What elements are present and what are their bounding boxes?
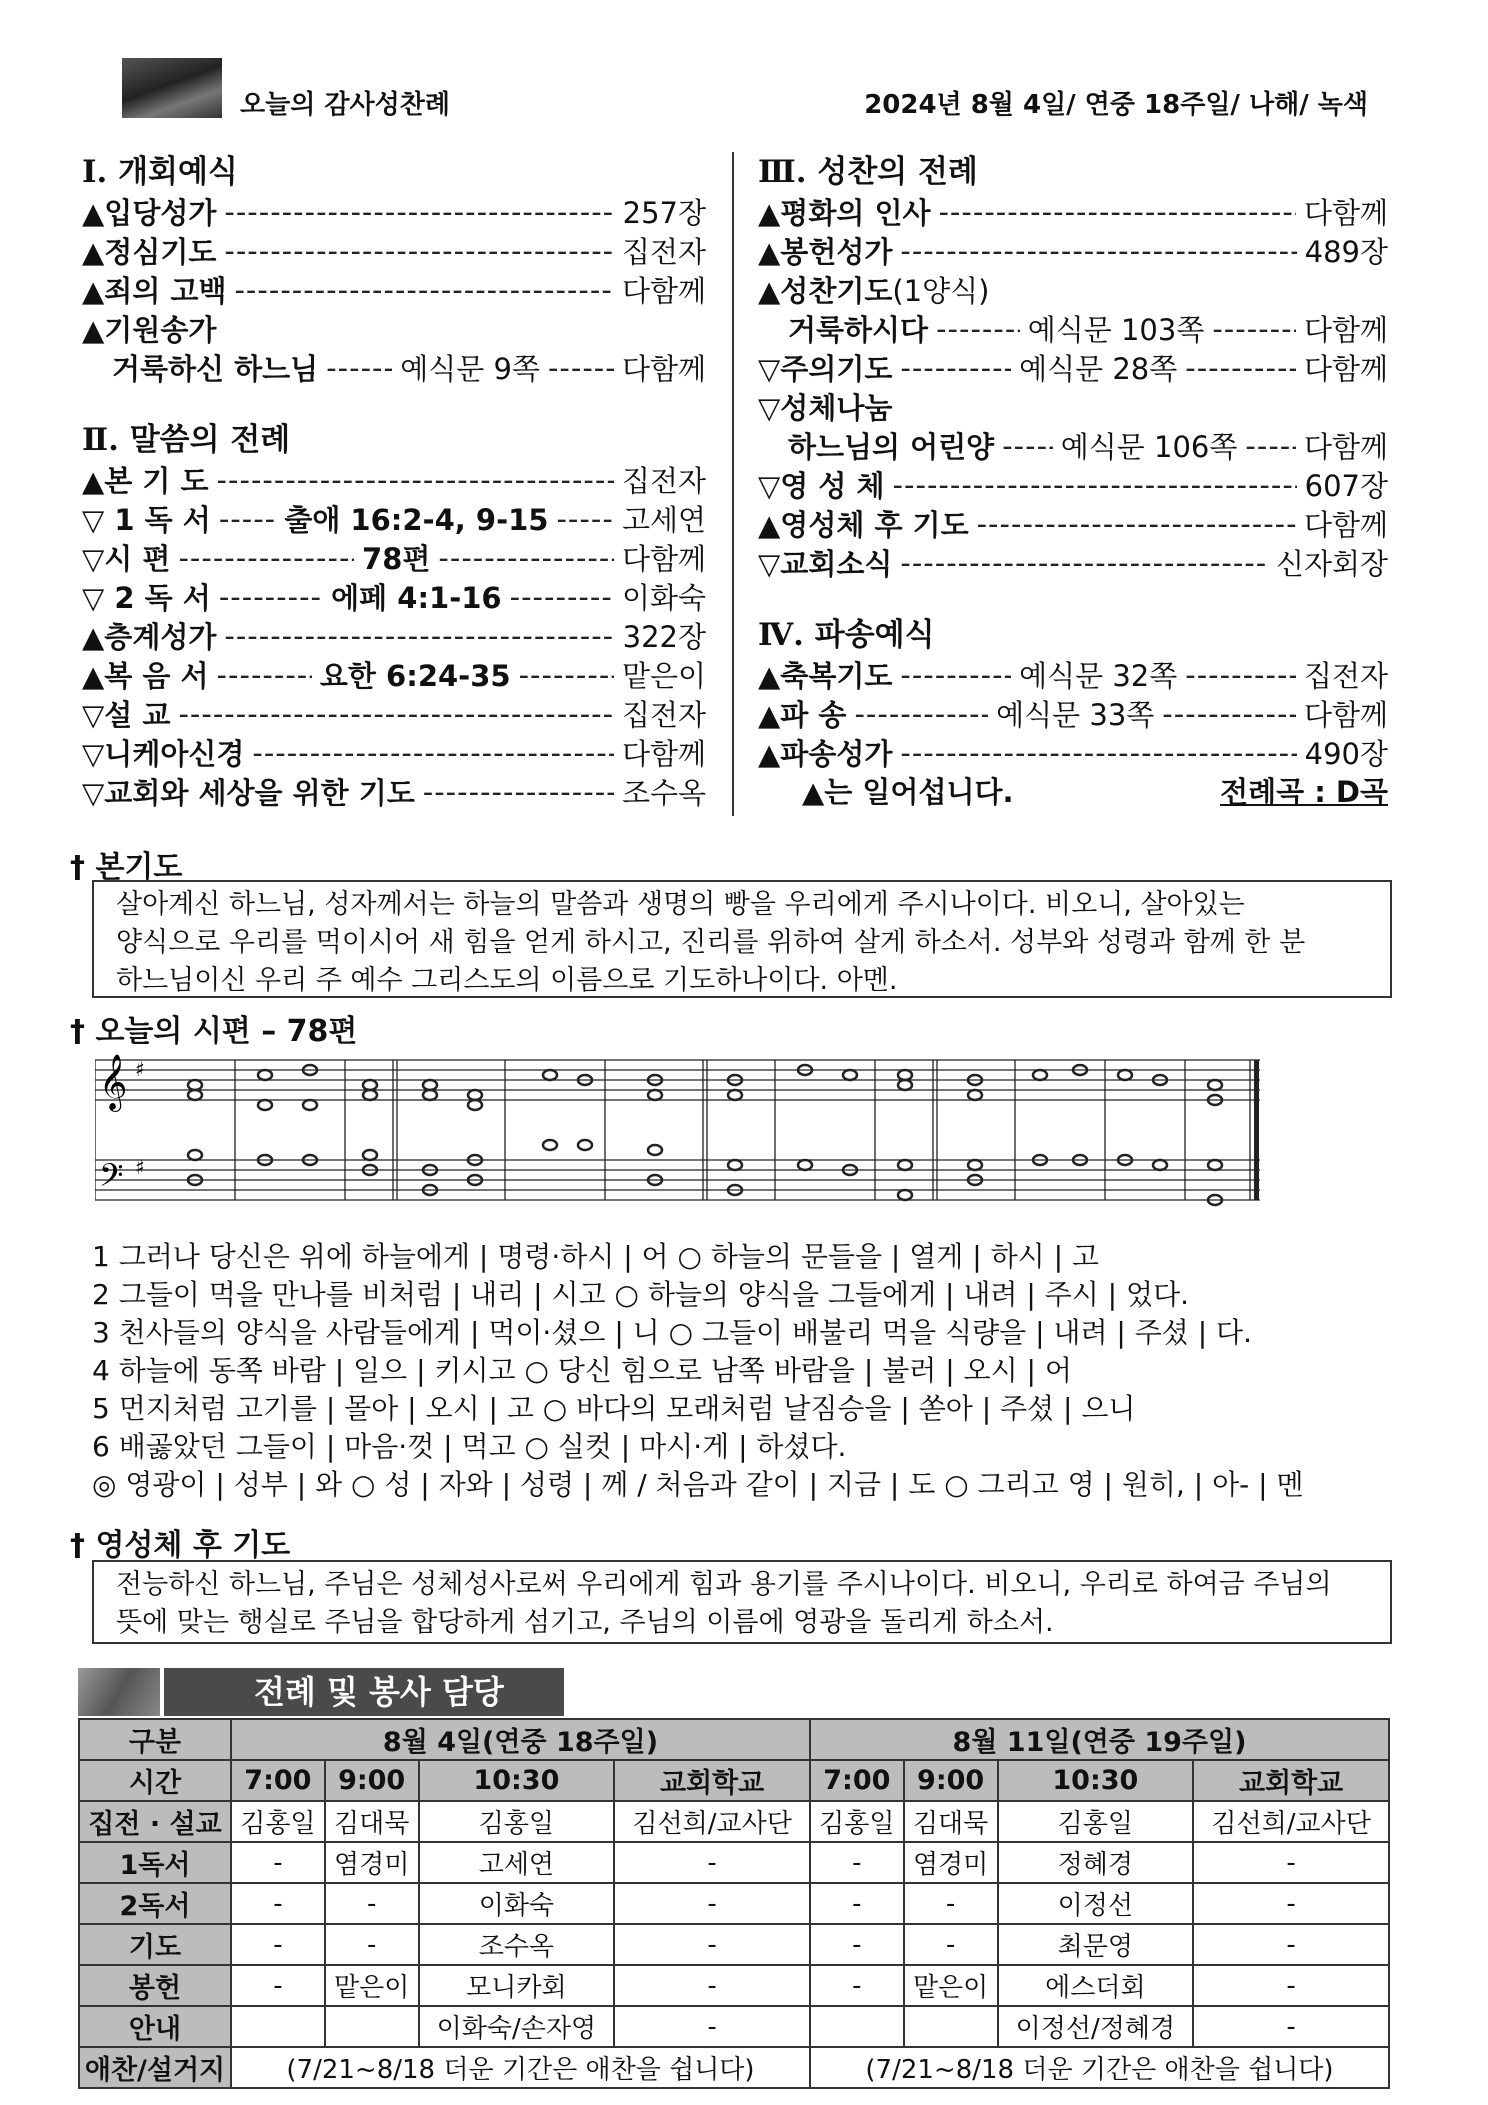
leader-dashes xyxy=(234,273,613,307)
order-item-value: 고세연 xyxy=(621,503,707,537)
row-label: 집전 · 설교 xyxy=(79,1801,231,1842)
table-row xyxy=(79,2006,1389,2047)
order-row xyxy=(82,733,706,772)
leader-dashes xyxy=(900,736,1296,770)
order-item-value: 다함께 xyxy=(1303,196,1388,230)
svg-text:𝄢: 𝄢 xyxy=(99,1157,124,1201)
duty-cell: - xyxy=(904,1924,998,1965)
service-time: 9:00 xyxy=(904,1760,998,1801)
row-label: 2독서 xyxy=(79,1883,231,1924)
leader-dashes xyxy=(519,658,614,692)
leader-dashes xyxy=(854,697,988,731)
service-time: 10:30 xyxy=(998,1760,1194,1801)
order-item-value: 집전자 xyxy=(621,464,706,498)
duty-cell xyxy=(325,2006,419,2047)
duty-cell: 정혜경 xyxy=(998,1842,1194,1883)
leader-dashes xyxy=(938,195,1295,229)
fellowship-note: (7/21~8/18 더운 기간은 애찬을 쉽니다) xyxy=(810,2047,1389,2088)
duty-cell: - xyxy=(1193,1924,1389,1965)
leader-dashes xyxy=(1162,697,1296,731)
header-date: 2024년 8월 4일/ 연중 18주일/ 나해/ 녹색 xyxy=(864,90,1368,120)
order-right-column xyxy=(758,152,1388,812)
order-item-title: ▲파 송 xyxy=(758,698,847,732)
order-item-value: 490장 xyxy=(1304,737,1388,771)
leader-dashes xyxy=(1002,429,1053,463)
order-item-title: ▽ 1 독 서 xyxy=(82,503,211,537)
duty-cell: - xyxy=(1193,1965,1389,2006)
svg-text:♯: ♯ xyxy=(135,1057,145,1081)
order-row xyxy=(758,694,1388,733)
collect-line: 양식으로 우리를 먹이시어 새 힘을 얻게 하시고, 진리를 위하여 살게 하소서. 성부와 성령과 함께 한 분 xyxy=(116,927,1306,958)
order-item-title: ▽시 편 xyxy=(82,542,171,576)
collect-heading: † 본기도 xyxy=(70,850,183,885)
order-item-reference: 예식문 33쪽 xyxy=(996,698,1155,732)
duty-cell: - xyxy=(614,1842,810,1883)
table-row xyxy=(79,1883,1389,1924)
order-item-title: ▲영성체 후 기도 xyxy=(758,508,969,542)
order-item-title: ▲층계성가 xyxy=(82,620,217,654)
service-time: 9:00 xyxy=(325,1760,419,1801)
order-row xyxy=(82,460,706,499)
order-row xyxy=(82,577,706,616)
row-label: 1독서 xyxy=(79,1842,231,1883)
collect-line: 살아계신 하느님, 성자께서는 하늘의 말씀과 생명의 빵을 우리에게 주시나이다. 비오니, 살아있는 xyxy=(116,889,1245,920)
order-item-title: ▲복 음 서 xyxy=(82,659,209,693)
leader-dashes xyxy=(252,736,614,770)
duty-cell: - xyxy=(810,1924,904,1965)
leader-dashes xyxy=(893,468,1297,502)
order-item-value: 607장 xyxy=(1304,469,1388,503)
order-row xyxy=(758,348,1388,387)
psalm-verse: 5 먼지처럼 고기를 | 몰아 | 오시 | 고 ○ 바다의 모래처럼 날짐승을 | 쏟아 | 주셨 | 으니 xyxy=(92,1392,1136,1425)
order-item-reference: 78편 xyxy=(362,542,431,576)
leader-dashes xyxy=(1245,429,1296,463)
order-row xyxy=(82,694,706,733)
leader-dashes xyxy=(556,502,614,536)
order-item-title: 거룩하신 하느님 xyxy=(112,352,319,386)
duty-cell: - xyxy=(614,2006,810,2047)
order-item-reference: 예식문 106쪽 xyxy=(1060,430,1238,464)
order-item-title: 거룩하시다 xyxy=(788,313,929,347)
psalm-heading: † 오늘의 시편 – 78편 xyxy=(70,1014,358,1049)
order-row xyxy=(82,231,706,270)
leader-dashes xyxy=(900,658,1011,692)
order-item-value: 다함께 xyxy=(1303,698,1389,732)
duty-cell: 이정선 xyxy=(998,1883,1194,1924)
duty-cell: 맡은이 xyxy=(904,1965,998,2006)
order-row xyxy=(758,655,1388,694)
duty-cell: - xyxy=(325,1883,419,1924)
order-row xyxy=(758,504,1388,543)
header-photo xyxy=(122,58,222,118)
duty-table xyxy=(78,1718,1390,2089)
date-header: 8월 11일(연중 19주일) xyxy=(810,1719,1389,1760)
order-item-reference: 요한 6:24-35 xyxy=(319,659,511,693)
order-row xyxy=(82,192,706,231)
order-item-reference: 예식문 28쪽 xyxy=(1019,352,1178,386)
eucharist-form: (1양식) xyxy=(892,274,990,308)
duty-cell xyxy=(810,2006,904,2047)
order-row xyxy=(758,543,1388,582)
order-item-title: ▲죄의 고백 xyxy=(82,274,227,308)
leader-dashes xyxy=(548,351,614,385)
order-row xyxy=(82,348,706,387)
order-row xyxy=(758,733,1388,772)
eucharist-prayer-label: ▲성찬기도 xyxy=(758,274,893,308)
order-item-value: 다함께 xyxy=(621,352,707,386)
breaking-label: ▽성체나눔 xyxy=(758,391,893,425)
leader-dashes xyxy=(178,697,614,731)
order-item-value: 신자회장 xyxy=(1275,547,1388,581)
svg-text:♯: ♯ xyxy=(135,1155,145,1179)
order-item-value: 322장 xyxy=(622,620,706,654)
duty-cell: 이정선/정혜경 xyxy=(998,2006,1194,2047)
leader-dashes xyxy=(977,507,1296,541)
service-time: 10:30 xyxy=(419,1760,615,1801)
table-row xyxy=(79,1924,1389,1965)
leader-dashes xyxy=(217,658,312,692)
order-item-title: ▽주의기도 xyxy=(758,352,893,386)
psalm-score xyxy=(95,1040,1265,1220)
date-header: 8월 4일(연중 18주일) xyxy=(231,1719,810,1760)
order-item-value: 집전자 xyxy=(1303,659,1388,693)
order-item-value: 다함께 xyxy=(621,274,706,308)
order-item-value: 다함께 xyxy=(1303,352,1388,386)
leader-dashes xyxy=(326,351,392,385)
order-item-reference: 예식문 32쪽 xyxy=(1019,659,1178,693)
duty-cell: 염경미 xyxy=(904,1842,998,1883)
duty-cell: - xyxy=(231,1965,325,2006)
svg-text:𝄞: 𝄞 xyxy=(99,1054,128,1110)
duty-cell: 김대묵 xyxy=(325,1801,419,1842)
order-item-value: 다함께 xyxy=(1303,313,1389,347)
order-row xyxy=(758,192,1388,231)
stand-note: ▲는 일어섭니다. xyxy=(802,775,1014,809)
psalm-verses xyxy=(92,1238,1392,1504)
leader-dashes xyxy=(438,541,614,575)
leader-dashes xyxy=(178,541,354,575)
duty-cell xyxy=(231,2006,325,2047)
order-item-reference: 예식문 9쪽 xyxy=(400,352,540,386)
duty-cell: - xyxy=(231,1924,325,1965)
postcommunion-line: 전능하신 하느님, 주님은 성체성사로써 우리에게 힘과 용기를 주시나이다. 비오니, 우리로 하여금 주님의 xyxy=(116,1569,1332,1600)
psalm-verse: 1 그러나 당신은 위에 하늘에게 | 명령·하시 | 어 ○ 하늘의 문들을 | 열게 | 하시 | 고 xyxy=(92,1240,1099,1273)
collect-line: 하느님이신 우리 주 예수 그리스도의 이름으로 기도하나이다. 아멘. xyxy=(116,965,898,996)
liturgy-tune: 전례곡 : D곡 xyxy=(1220,775,1388,809)
fellowship-note: (7/21~8/18 더운 기간은 애찬을 쉽니다) xyxy=(231,2047,810,2088)
duty-cell: 김대묵 xyxy=(904,1801,998,1842)
leader-dashes xyxy=(219,502,277,536)
leader-dashes xyxy=(1185,351,1296,385)
service-time: 7:00 xyxy=(810,1760,904,1801)
section-opening: Ⅰ. 개회예식 xyxy=(82,154,238,190)
duty-cell: 맡은이 xyxy=(325,1965,419,2006)
duty-photo xyxy=(78,1668,160,1716)
duty-title: 전례 및 봉사 담당 xyxy=(164,1668,564,1716)
order-item-title: 하느님의 어린양 xyxy=(788,430,995,464)
order-item-reference: 에페 4:1-16 xyxy=(331,581,502,615)
order-left-column xyxy=(82,152,706,811)
order-row xyxy=(758,426,1388,465)
duty-cell: - xyxy=(231,1842,325,1883)
column-divider xyxy=(732,152,734,816)
order-row xyxy=(758,465,1388,504)
section-word: Ⅱ. 말씀의 전례 xyxy=(82,422,291,458)
duty-cell: 에스더회 xyxy=(998,1965,1194,2006)
order-item-reference: 예식문 103쪽 xyxy=(1027,313,1205,347)
service-time: 교회학교 xyxy=(614,1760,810,1801)
leader-dashes xyxy=(217,463,614,497)
duty-cell: - xyxy=(325,1924,419,1965)
order-item-title: ▽ 2 독 서 xyxy=(82,581,211,615)
order-item-title: ▲입당성가 xyxy=(82,196,217,230)
order-item-value: 집전자 xyxy=(621,235,706,269)
order-row xyxy=(758,309,1388,348)
order-row xyxy=(82,270,706,309)
table-row xyxy=(79,1801,1389,1842)
psalm-verse: 3 천사들의 양식을 사람들에게 | 먹이·셨으 | 니 ○ 그들이 배불리 먹을 식량을 | 내려 | 주셨 | 다. xyxy=(92,1316,1253,1349)
leader-dashes xyxy=(1185,658,1296,692)
duty-cell: 김선희/교사단 xyxy=(1193,1801,1389,1842)
duty-cell: 김홍일 xyxy=(419,1801,615,1842)
order-item-value: 257장 xyxy=(622,196,706,230)
duty-cell: 김홍일 xyxy=(231,1801,325,1842)
psalm-verse: 2 그들이 먹을 만나를 비처럼 | 내리 | 시고 ○ 하늘의 양식을 그들에게 | 내려 | 주시 | 었다. xyxy=(92,1278,1190,1311)
order-item-title: ▲봉헌성가 xyxy=(758,235,893,269)
row-label: 애찬/설거지 xyxy=(79,2047,231,2088)
leader-dashes xyxy=(224,619,614,653)
order-item-title: ▽설 교 xyxy=(82,698,171,732)
header-title: 오늘의 감사성찬례 xyxy=(240,90,450,120)
duty-cell: - xyxy=(614,1965,810,2006)
order-item-title: ▲파송성가 xyxy=(758,737,893,771)
duty-cell xyxy=(904,2006,998,2047)
duty-cell: - xyxy=(231,1883,325,1924)
postcommunion-line: 뜻에 맞는 행실로 주님을 합당하게 섬기고, 주님의 이름에 영광을 돌리게 하소서. xyxy=(116,1607,1054,1638)
leader-dashes xyxy=(936,312,1020,346)
row-label: 기도 xyxy=(79,1924,231,1965)
duty-cell: 김홍일 xyxy=(810,1801,904,1842)
duty-cell: - xyxy=(810,1965,904,2006)
order-item-value: 조수옥 xyxy=(621,776,706,810)
duty-cell: 김선희/교사단 xyxy=(614,1801,810,1842)
leader-dashes xyxy=(423,775,614,809)
table-row xyxy=(79,1965,1389,2006)
music-staff xyxy=(95,1040,1265,1220)
table-row xyxy=(79,1842,1389,1883)
duty-cell: - xyxy=(614,1924,810,1965)
duty-cell: 이화숙/손자영 xyxy=(419,2006,615,2047)
order-item-title: ▽교회와 세상을 위한 기도 xyxy=(82,776,415,810)
row-label: 안내 xyxy=(79,2006,231,2047)
duty-cell: 최문영 xyxy=(998,1924,1194,1965)
order-item-value: 맡은이 xyxy=(621,659,706,693)
section-eucharist: Ⅲ. 성찬의 전례 xyxy=(758,154,978,190)
duty-cell: - xyxy=(1193,1883,1389,1924)
order-row xyxy=(82,499,706,538)
leader-dashes xyxy=(900,234,1296,268)
order-item-title: ▽교회소식 xyxy=(758,547,893,581)
leader-dashes xyxy=(219,580,323,614)
psalm-gloria: ◎ 영광이 | 성부 | 와 ○ 성 | 자와 | 성령 | 께 / 처음과 같이 | 지금 | 도 ○ 그리고 영 | 원히, | 아- | 멘 xyxy=(92,1468,1304,1501)
order-item-title: ▽니케아신경 xyxy=(82,737,245,771)
order-item-value: 다함께 xyxy=(621,542,707,576)
duty-cell: - xyxy=(904,1883,998,1924)
order-item-title: ▲평화의 인사 xyxy=(758,196,931,230)
duty-cell: 이화숙 xyxy=(419,1883,615,1924)
time-label: 시간 xyxy=(79,1760,231,1801)
duty-cell: - xyxy=(1193,2006,1389,2047)
giwon-label: ▲기원송가 xyxy=(82,313,217,347)
order-item-title: ▽영 성 체 xyxy=(758,469,885,503)
order-item-title: ▲축복기도 xyxy=(758,659,893,693)
collect-box xyxy=(92,880,1392,998)
order-item-value: 이화숙 xyxy=(621,581,706,615)
col-label: 구분 xyxy=(79,1719,231,1760)
duty-cell: 염경미 xyxy=(325,1842,419,1883)
service-time: 교회학교 xyxy=(1193,1760,1389,1801)
order-row xyxy=(758,231,1388,270)
postcommunion-box xyxy=(92,1560,1392,1644)
order-row xyxy=(82,655,706,694)
duty-cell: 고세연 xyxy=(419,1842,615,1883)
duty-cell: 김홍일 xyxy=(998,1801,1194,1842)
duty-cell: - xyxy=(810,1842,904,1883)
duty-cell: - xyxy=(614,1883,810,1924)
leader-dashes xyxy=(900,351,1011,385)
leader-dashes xyxy=(900,546,1268,580)
duty-cell: - xyxy=(810,1883,904,1924)
duty-cell: 조수옥 xyxy=(419,1924,615,1965)
duty-cell: - xyxy=(1193,1842,1389,1883)
section-sending: Ⅳ. 파송예식 xyxy=(758,617,935,653)
leader-dashes xyxy=(224,195,614,229)
order-row xyxy=(82,538,706,577)
leader-dashes xyxy=(1212,312,1296,346)
leader-dashes xyxy=(224,234,614,268)
order-item-value: 다함께 xyxy=(621,737,706,771)
leader-dashes xyxy=(510,580,614,614)
order-item-value: 다함께 xyxy=(1303,508,1388,542)
order-item-value: 집전자 xyxy=(621,698,706,732)
order-row xyxy=(82,772,706,811)
psalm-verse: 6 배곯았던 그들이 | 마음·껏 | 먹고 ○ 실컷 | 마시·게 | 하셨다. xyxy=(92,1430,847,1463)
psalm-verse: 4 하늘에 동쪽 바람 | 일으 | 키시고 ○ 당신 힘으로 남쪽 바람을 | 불러 | 오시 | 어 xyxy=(92,1354,1072,1387)
order-item-title: ▲정심기도 xyxy=(82,235,217,269)
duty-cell: 모니카회 xyxy=(419,1965,615,2006)
order-item-value: 다함께 xyxy=(1303,430,1389,464)
order-item-value: 489장 xyxy=(1304,235,1388,269)
service-time: 7:00 xyxy=(231,1760,325,1801)
postcommunion-heading: † 영성체 후 기도 xyxy=(70,1528,291,1563)
row-label: 봉헌 xyxy=(79,1965,231,2006)
order-item-title: ▲본 기 도 xyxy=(82,464,209,498)
order-item-reference: 출애 16:2-4, 9-15 xyxy=(284,503,549,537)
order-row xyxy=(82,616,706,655)
